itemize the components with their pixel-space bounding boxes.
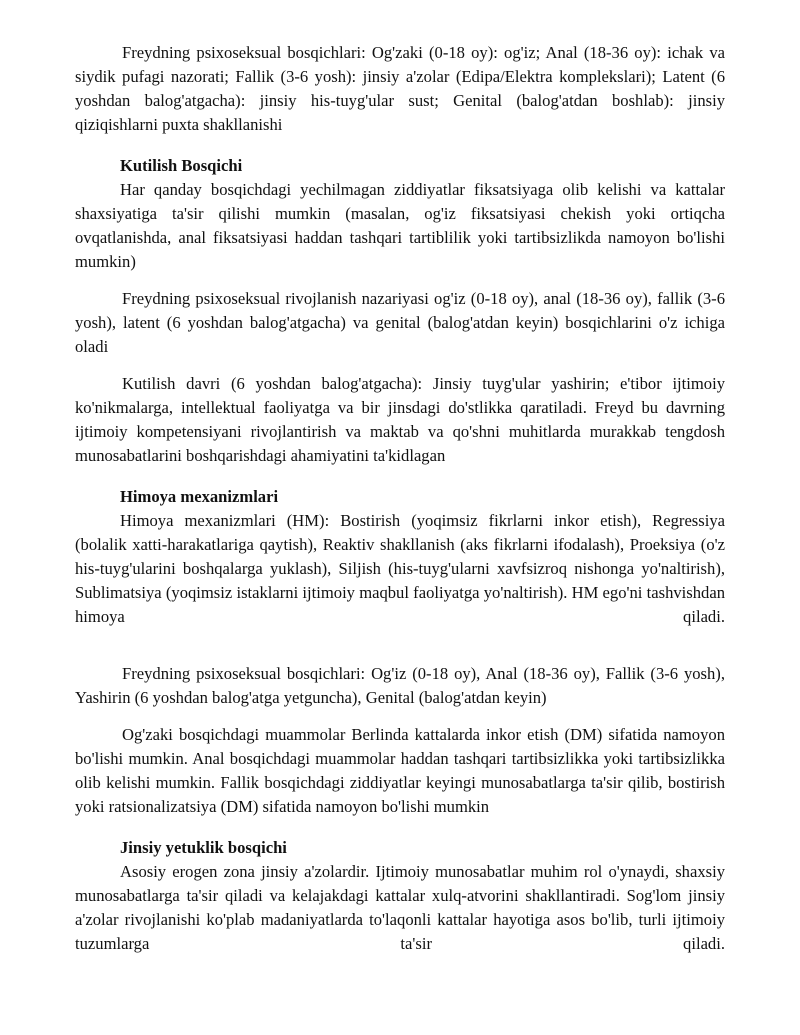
- paragraph-stages-summary: Freydning psixoseksual bosqichlari: Og'iz (0-18 oy), Anal (18-36 oy), Fallik (3-6 yosh), Yashirin (6 yoshdan balog'atga yetguncha), Genital (balog'atdan keyin): [75, 664, 725, 707]
- paragraph-latency-period: Kutilish davri (6 yoshdan balog'atgacha): Jinsiy tuyg'ular yashirin; e'tibor ijtimoiy ko'nikmalarga, intellektual faoliyatga va bir jinsdagi do'stlikka qaratiladi. Freyd bu davrning ijtimoiy kompetensiyani rivojlantirish va maktab va qo'shni muhitlarda murakkab tengdosh munosabatlarini boshqarishdagi ahamiyatini ta'kidlagan: [75, 374, 725, 465]
- paragraph-psychosexual-stages: Freydning psixoseksual bosqichlari: Og'zaki (0-18 oy): og'iz; Anal (18-36 oy): ichak va siydik pufagi nazorati; Fallik (3-6 yosh): jinsiy a'zolar (Edipa/Elektra komplekslari); Latent (6 yoshdan balog'atgacha): jinsiy his-tuyg'ular sust; Genital (balog'atdan boshlab): jinsiy qiziqishlarni puxta shakllanishi: [75, 43, 725, 134]
- spacer: [75, 468, 725, 485]
- spacer: [75, 359, 725, 372]
- paragraph-defense-mechanisms: Himoya mexanizmlari (HM): Bostirish (yoqimsiz fikrlarni inkor etish), Regressiya (bolalik xatti-harakatlariga qaytish), Reaktiv shakllanish (aks fikrlarni ifodalash), Proeksiya (o'z his-tuyg'ularini boshqalarga yuklash), Siljish (his-tuyg'ularni xavfsizroq nishonga yo'naltirish), Sublimatsiya (yoqimsiz istaklarni ijtimoiy maqbul faoliyatga yo'naltirish). HM ego'ni tashvishdan himoya qiladi.: [75, 511, 725, 626]
- spacer: [75, 629, 725, 662]
- spacer: [75, 710, 725, 723]
- paragraph-genital-stage: Asosiy erogen zona jinsiy a'zolardir. Ijtimoiy munosabatlar muhim rol o'ynaydi, shaxsiy munosabatlarga ta'sir qiladi va kelajakdagi kattalar xulq-atvorini shakllantiradi. Sog'lom jinsiy a'zolar rivojlanishi ko'plab madaniyatlarda to'laqonli kattalar hayotiga asos bo'lib, turli ijtimoiy tuzumlarga ta'sir qiladi.: [75, 862, 725, 953]
- paragraph-development-theory: Freydning psixoseksual rivojlanish nazariyasi og'iz (0-18 oy), anal (18-36 oy), fallik (3-6 yosh), latent (6 yoshdan balog'atgacha) va genital (balog'atdan keyin) bosqichlarini o'z ichiga oladi: [75, 289, 725, 356]
- paragraph-fixation: Har qanday bosqichdagi yechilmagan ziddiyatlar fiksatsiyaga olib kelishi va kattalar shaxsiyatiga ta'sir qilishi mumkin (masalan, og'iz fiksatsiyasi chekish yoki ortiqcha ovqatlanishda, anal fiksatsiyasi haddan tashqari tartiblilik yoki tartibsizlikda namoyon bo'lishi mumkin): [75, 180, 725, 271]
- spacer: [75, 274, 725, 287]
- heading-kutilish-bosqichi: Kutilish Bosqichi: [120, 156, 243, 175]
- heading-himoya-mexanizmlari: Himoya mexanizmlari: [120, 487, 279, 506]
- paragraph-stage-problems: Og'zaki bosqichdagi muammolar Berlinda kattalarda inkor etish (DM) sifatida namoyon bo'lishi mumkin. Anal bosqichdagi muammolar haddan tashqari tartibsizlikka yoki tartibsizlikka olib kelishi mumkin. Fallik bosqichdagi ziddiyatlar keyingi munosabatlarga ta'sir qilib, bostirish yoki ratsionalizatsiya (DM) sifatida namoyon bo'lishi mumkin: [75, 725, 725, 816]
- document-page: [75, 41, 725, 956]
- heading-jinsiy-yetuklik-bosqichi: Jinsiy yetuklik bosqichi: [120, 838, 287, 857]
- spacer: [75, 819, 725, 836]
- spacer: [75, 137, 725, 154]
